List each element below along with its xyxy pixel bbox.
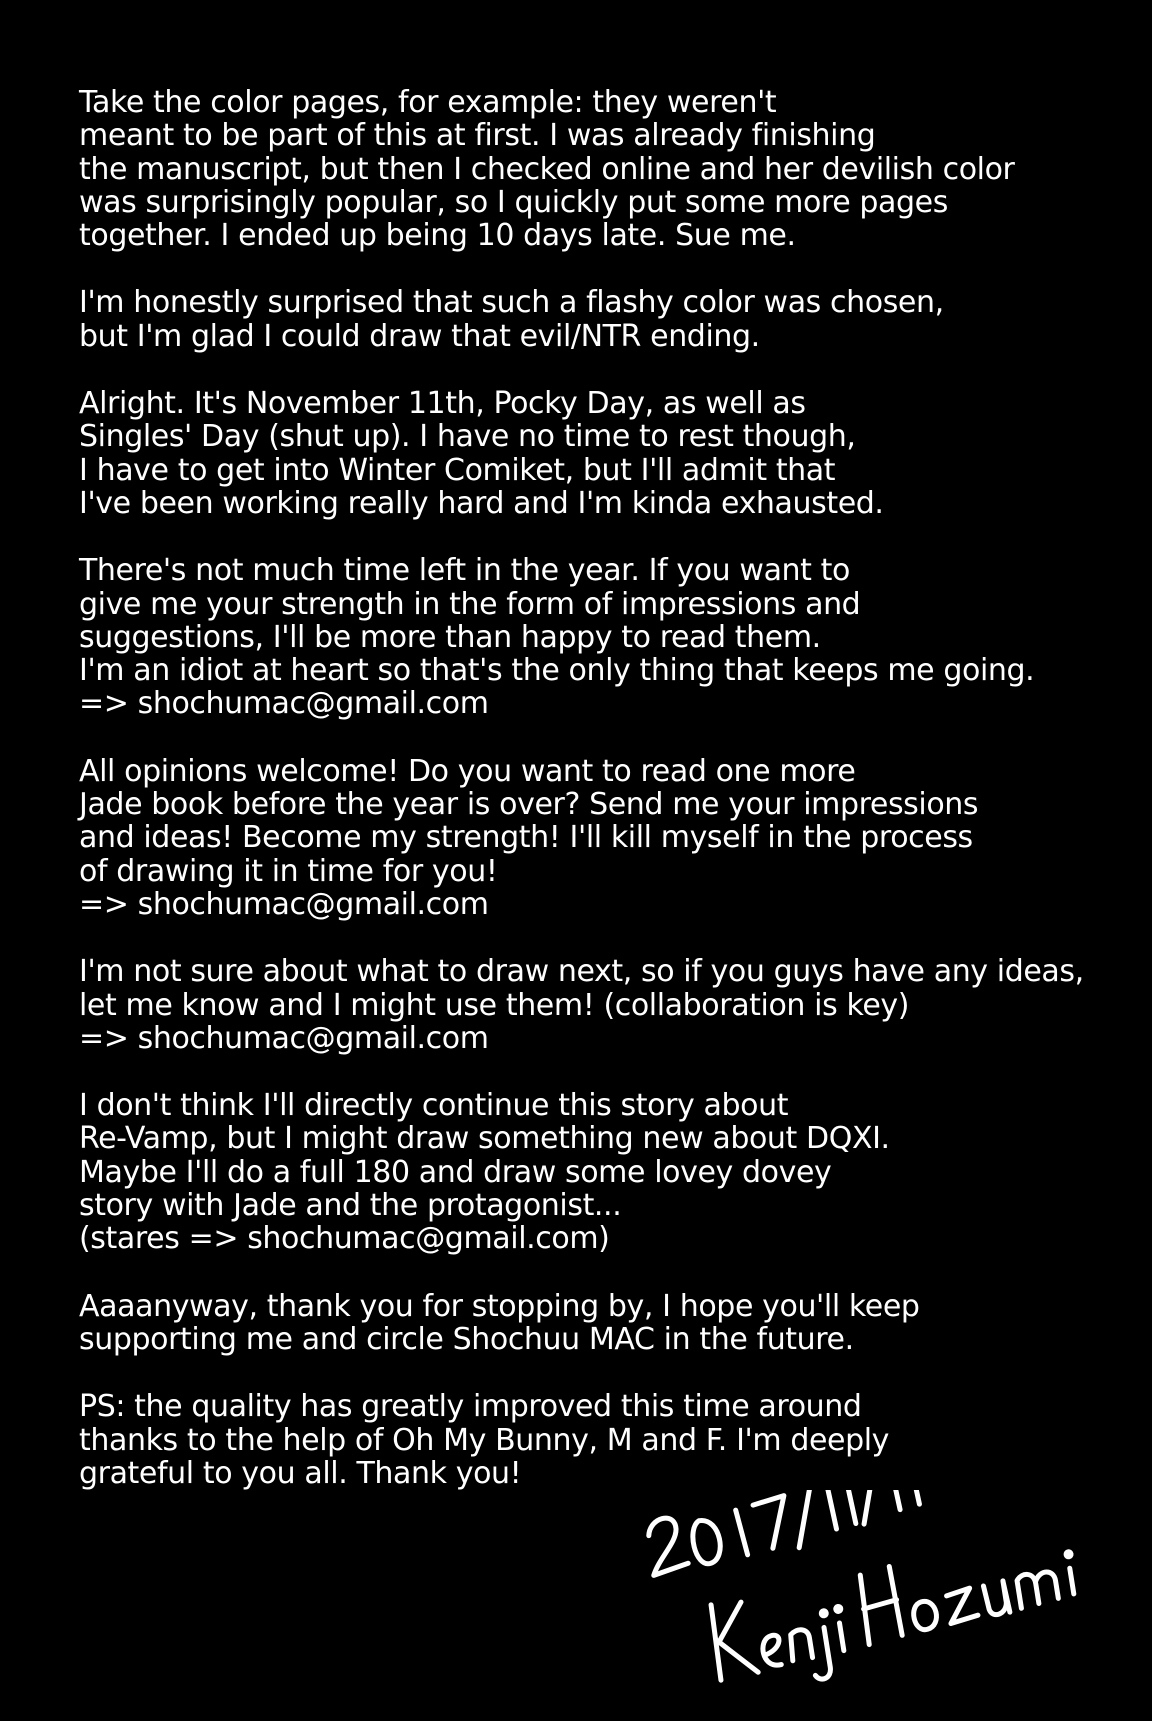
signature-name-strokes: [708, 1538, 1085, 1695]
text-line: Re-Vamp, but I might draw something new about DQXI.: [79, 1121, 890, 1157]
text-line: but I'm glad I could draw that evil/NTR ending.: [79, 318, 760, 354]
text-line: => shochumac@gmail.com: [79, 1020, 489, 1056]
text-line: I don't think I'll directly continue this story about: [79, 1088, 789, 1124]
text-line: let me know and I might use them! (collaboration is key): [79, 987, 910, 1023]
handwritten-signature: [592, 1490, 1112, 1700]
signature-date-strokes: [641, 1490, 924, 1575]
text-line: and ideas! Become my strength! I'll kill myself in the process: [79, 820, 973, 856]
text-line: of drawing it in time for you!: [79, 853, 498, 889]
text-line: Take the color pages, for example: they weren't: [79, 85, 777, 120]
text-line: suggestions, I'll be more than happy to read them.: [79, 619, 821, 655]
signature-drawing: [592, 1490, 1112, 1700]
text-line: thanks to the help of Oh My Bunny, M and F. I'm deeply: [79, 1422, 890, 1458]
text-line: give me your strength in the form of impressions and: [79, 586, 861, 622]
text-line: => shochumac@gmail.com: [79, 886, 489, 922]
text-line: All opinions welcome! Do you want to read one more: [79, 753, 856, 789]
text-line: PS: the quality has greatly improved this time around: [79, 1389, 862, 1425]
text-line: I've been working really hard and I'm kinda exhausted.: [79, 485, 884, 521]
text-line: Singles' Day (shut up). I have no time to rest though,: [79, 419, 856, 455]
paragraph: [79, 387, 1139, 520]
text-line: meant to be part of this at first. I was already finishing: [79, 118, 876, 154]
text-line: the manuscript, but then I checked online and her devilish color: [79, 151, 1015, 187]
text-line: (stares => shochumac@gmail.com): [79, 1221, 610, 1257]
text-line: Aaaanyway, thank you for stopping by, I hope you'll keep: [79, 1288, 920, 1324]
text-line: Alright. It's November 11th, Pocky Day, as well as: [79, 386, 806, 422]
paragraph: [79, 86, 1139, 252]
text-line: Jade book before the year is over? Send me your impressions: [79, 787, 979, 823]
paragraph: [79, 755, 1139, 921]
paragraph: [79, 1390, 1139, 1490]
paragraph: [79, 554, 1139, 720]
text-line: together. I ended up being 10 days late. Sue me.: [79, 218, 796, 254]
paragraph: [79, 1089, 1139, 1255]
text-line: supporting me and circle Shochuu MAC in the future.: [79, 1321, 854, 1357]
text-line: I have to get into Winter Comiket, but I'll admit that: [79, 452, 836, 488]
text-line: I'm an idiot at heart so that's the only thing that keeps me going.: [79, 653, 1035, 689]
afterword-text: [79, 86, 1139, 1524]
text-line: I'm not sure about what to draw next, so if you guys have any ideas,: [79, 954, 1084, 990]
text-line: I'm honestly surprised that such a flashy color was chosen,: [79, 285, 944, 321]
text-line: grateful to you all. Thank you!: [79, 1455, 522, 1491]
text-line: was surprisingly popular, so I quickly put some more pages: [79, 184, 948, 220]
paragraph: [79, 1290, 1139, 1357]
text-line: Maybe I'll do a full 180 and draw some lovey dovey: [79, 1154, 832, 1190]
text-line: story with Jade and the protagonist...: [79, 1188, 622, 1224]
text-line: => shochumac@gmail.com: [79, 686, 489, 722]
paragraph: [79, 286, 1139, 353]
text-line: There's not much time left in the year. If you want to: [79, 553, 850, 589]
paragraph: [79, 955, 1139, 1055]
